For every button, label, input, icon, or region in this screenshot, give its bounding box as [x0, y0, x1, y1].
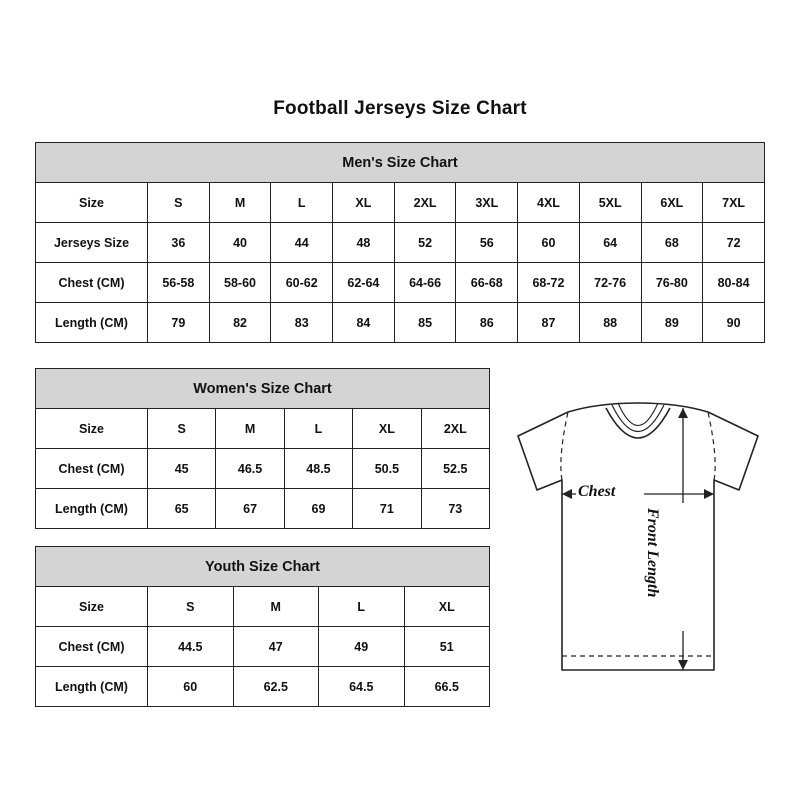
- mens-table-header: Men's Size Chart: [36, 143, 765, 183]
- column-header: XL: [353, 409, 421, 449]
- cell: 45: [148, 449, 216, 489]
- cell: 76-80: [641, 263, 703, 303]
- column-header: L: [319, 587, 405, 627]
- column-header: S: [148, 183, 210, 223]
- table-row: [36, 223, 765, 263]
- cell: 48: [333, 223, 395, 263]
- page-title: Football Jerseys Size Chart: [273, 98, 527, 119]
- tshirt-measurement-diagram: [498, 398, 778, 698]
- table-row: [36, 183, 765, 223]
- row-label: Size: [36, 183, 148, 223]
- column-header: XL: [333, 183, 395, 223]
- cell: 88: [579, 303, 641, 343]
- row-label: Length (CM): [36, 667, 148, 707]
- row-label: Chest (CM): [36, 449, 148, 489]
- row-label: Jerseys Size: [36, 223, 148, 263]
- cell: 50.5: [353, 449, 421, 489]
- cell: 62.5: [233, 667, 319, 707]
- cell: 80-84: [703, 263, 765, 303]
- cell: 36: [148, 223, 210, 263]
- cell: 85: [394, 303, 456, 343]
- table-row: [36, 409, 490, 449]
- cell: 64-66: [394, 263, 456, 303]
- womens-table-header: Women's Size Chart: [36, 369, 490, 409]
- table-row: [36, 449, 490, 489]
- cell: 49: [319, 627, 405, 667]
- cell: 52.5: [421, 449, 489, 489]
- table-row: [36, 489, 490, 529]
- column-header: 5XL: [579, 183, 641, 223]
- cell: 65: [148, 489, 216, 529]
- front-length-measure-label: Front Length: [644, 508, 661, 598]
- cell: 87: [518, 303, 580, 343]
- cell: 56: [456, 223, 518, 263]
- column-header: 4XL: [518, 183, 580, 223]
- cell: 71: [353, 489, 421, 529]
- cell: 72-76: [579, 263, 641, 303]
- column-header: M: [209, 183, 271, 223]
- column-header: M: [216, 409, 284, 449]
- cell: 86: [456, 303, 518, 343]
- cell: 90: [703, 303, 765, 343]
- table-row: [36, 263, 765, 303]
- column-header: XL: [404, 587, 490, 627]
- cell: 56-58: [148, 263, 210, 303]
- tshirt-icon: [498, 398, 778, 698]
- cell: 48.5: [284, 449, 352, 489]
- cell: 40: [209, 223, 271, 263]
- row-label: Chest (CM): [36, 627, 148, 667]
- table-row: [36, 667, 490, 707]
- cell: 66.5: [404, 667, 490, 707]
- youth-table-header: Youth Size Chart: [36, 547, 490, 587]
- cell: 60-62: [271, 263, 333, 303]
- column-header: 6XL: [641, 183, 703, 223]
- cell: 60: [518, 223, 580, 263]
- column-header: L: [271, 183, 333, 223]
- cell: 47: [233, 627, 319, 667]
- table-row: [36, 143, 765, 183]
- table-row: [36, 303, 765, 343]
- cell: 84: [333, 303, 395, 343]
- youth-size-table: [35, 546, 490, 707]
- womens-size-table: [35, 368, 490, 529]
- cell: 89: [641, 303, 703, 343]
- row-label: Length (CM): [36, 303, 148, 343]
- cell: 66-68: [456, 263, 518, 303]
- cell: 73: [421, 489, 489, 529]
- cell: 52: [394, 223, 456, 263]
- column-header: 3XL: [456, 183, 518, 223]
- table-row: [36, 587, 490, 627]
- row-label: Length (CM): [36, 489, 148, 529]
- cell: 72: [703, 223, 765, 263]
- column-header: L: [284, 409, 352, 449]
- column-header: S: [148, 409, 216, 449]
- cell: 62-64: [333, 263, 395, 303]
- cell: 44.5: [148, 627, 234, 667]
- cell: 60: [148, 667, 234, 707]
- cell: 64: [579, 223, 641, 263]
- cell: 51: [404, 627, 490, 667]
- mens-size-table: [35, 142, 765, 343]
- table-row: [36, 547, 490, 587]
- cell: 46.5: [216, 449, 284, 489]
- cell: 82: [209, 303, 271, 343]
- cell: 44: [271, 223, 333, 263]
- column-header: S: [148, 587, 234, 627]
- column-header: 2XL: [421, 409, 489, 449]
- column-header: 7XL: [703, 183, 765, 223]
- row-label: Size: [36, 409, 148, 449]
- cell: 68-72: [518, 263, 580, 303]
- cell: 69: [284, 489, 352, 529]
- column-header: M: [233, 587, 319, 627]
- cell: 83: [271, 303, 333, 343]
- cell: 67: [216, 489, 284, 529]
- table-row: [36, 369, 490, 409]
- chest-measure-label: Chest: [578, 483, 616, 500]
- row-label: Size: [36, 587, 148, 627]
- table-row: [36, 627, 490, 667]
- cell: 64.5: [319, 667, 405, 707]
- cell: 68: [641, 223, 703, 263]
- column-header: 2XL: [394, 183, 456, 223]
- cell: 79: [148, 303, 210, 343]
- row-label: Chest (CM): [36, 263, 148, 303]
- cell: 58-60: [209, 263, 271, 303]
